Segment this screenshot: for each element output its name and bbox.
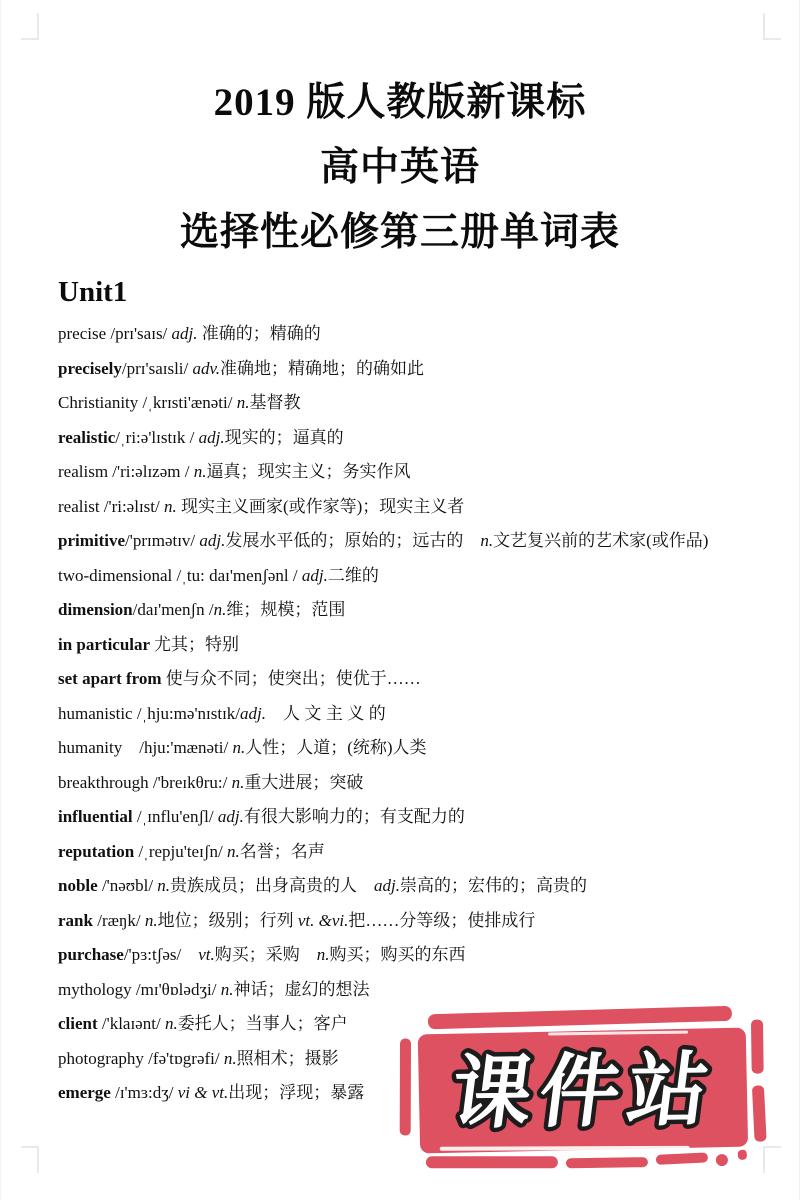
entry-segment: 崇高的；宏伟的；高贵的 xyxy=(400,876,588,895)
entry-segment: dimension xyxy=(58,600,133,619)
vocab-entry xyxy=(58,973,759,1008)
entry-segment: 出现；浮现；暴露 xyxy=(228,1083,365,1102)
entry-segment: n. xyxy=(232,738,246,757)
entry-segment: vi & vt. xyxy=(177,1083,229,1102)
entry-segment: adj. xyxy=(301,565,328,585)
entry-segment: realist /'ri:əlɪst/ xyxy=(58,496,164,516)
margin-corner-mark-bottom-left xyxy=(21,1146,39,1173)
entry-segment: adj. xyxy=(171,324,198,343)
entry-segment: n. xyxy=(316,945,330,964)
entry-segment: /prɪ'saɪsli/ xyxy=(121,358,193,378)
vocab-entry xyxy=(58,904,759,939)
entry-segment: purchase xyxy=(58,945,124,964)
entry-segment: 尤其；特别 xyxy=(154,634,240,654)
vocab-entry xyxy=(58,593,759,628)
margin-corner-mark-top-left xyxy=(21,13,39,40)
entry-segment: 贵族成员；出身高贵的人 xyxy=(170,876,375,895)
vocab-entry xyxy=(58,317,759,352)
entry-segment: n. xyxy=(157,876,171,895)
title-line-3: 选择性必修第三册单词表 xyxy=(179,211,620,254)
entry-segment: 神话；虚幻的想法 xyxy=(233,979,370,999)
entry-segment: realism /'ri:əlɪzəm / xyxy=(58,462,194,481)
entry-segment: set apart from xyxy=(58,669,166,688)
vocab-entry xyxy=(58,628,759,663)
entry-segment: n. xyxy=(223,1048,237,1068)
entry-segment: adj. xyxy=(199,531,226,550)
entry-segment: 重大进展；突破 xyxy=(244,772,364,792)
entry-segment: 购买；采购 xyxy=(214,945,317,964)
entry-segment: adj. xyxy=(198,427,225,447)
entry-segment: n. xyxy=(226,841,240,861)
vocab-entry xyxy=(58,869,759,904)
entry-segment: 地位；级别；行列 xyxy=(157,910,298,930)
entry-segment: n. xyxy=(220,979,234,999)
entry-segment: /daɪ'menʃn / xyxy=(132,600,214,619)
entry-segment: n. xyxy=(163,496,177,516)
entry-segment: 人性；人道；(统称)人类 xyxy=(245,738,427,757)
stamp-graphic xyxy=(398,1003,772,1188)
entry-segment: realistic xyxy=(58,427,116,447)
entry-segment: 准确的；精确的 xyxy=(197,324,321,343)
entry-segment: 逼真；现实主义；务实作风 xyxy=(206,462,411,481)
entry-segment: n. xyxy=(231,772,245,792)
vocab-entry xyxy=(58,835,759,870)
entry-segment: n. xyxy=(236,393,250,412)
entry-segment: 名誉；名声 xyxy=(239,841,325,861)
entry-segment: /ˌɪnflu'enʃl/ xyxy=(132,807,218,826)
entry-segment: 人文主义的 xyxy=(283,703,391,723)
entry-segment xyxy=(266,704,283,723)
vocab-entry xyxy=(58,421,759,456)
vocab-entry xyxy=(58,731,759,766)
entry-segment: primitive xyxy=(58,531,126,550)
entry-segment: 维；规模；范围 xyxy=(226,600,346,619)
vocab-entry xyxy=(58,352,759,387)
entry-segment: adj. xyxy=(374,876,401,895)
entry-segment: humanistic /ˌhju:mə'nɪstɪk/ xyxy=(58,703,241,723)
entry-segment: /ɪ'mɜ:dʒ/ xyxy=(110,1083,178,1102)
vocab-entry xyxy=(58,559,759,594)
vocab-entry xyxy=(58,697,759,732)
entry-segment: 有很大影响力的；有支配力的 xyxy=(243,807,465,826)
entry-segment: humanity /hju:'mænəti/ xyxy=(58,738,233,757)
entry-segment: precise /prɪ'saɪs/ xyxy=(58,324,172,343)
entry-segment: n. xyxy=(164,1014,178,1033)
entry-segment: Christianity /ˌkrɪsti'ænəti/ xyxy=(58,393,237,412)
entry-segment: /'klaɪənt/ xyxy=(97,1014,165,1033)
entry-segment: mythology /mɪ'θɒlədʒi/ xyxy=(58,979,221,999)
entry-segment: adj. xyxy=(240,703,267,723)
vocab-entry xyxy=(58,938,759,973)
entry-segment: reputation xyxy=(58,841,135,861)
vocab-entry xyxy=(58,662,759,697)
entry-segment: emerge xyxy=(58,1083,111,1102)
entry-segment: /ˌrepju'teɪʃn/ xyxy=(134,841,227,861)
entry-segment: 把……分等级；使排成行 xyxy=(348,910,536,930)
entry-segment: adv. xyxy=(192,358,221,378)
entry-segment: 照相术；摄影 xyxy=(236,1048,339,1068)
entry-segment: photography /fə'tɒgrəfi/ xyxy=(58,1048,224,1068)
entry-segment: 准确地；精确地；的确如此 xyxy=(220,358,425,378)
entry-segment: 基督教 xyxy=(249,393,301,412)
entry-segment: in particular xyxy=(58,634,155,654)
entry-segment: /ˌri:ə'lɪstɪk / xyxy=(115,427,199,447)
entry-segment: 现实主义画家(或作家等)；现实主义者 xyxy=(176,496,465,516)
entry-segment: n. xyxy=(193,462,207,481)
entry-segment: 文艺复兴前的艺术家(或作品) xyxy=(493,531,709,550)
entry-segment: noble xyxy=(58,876,98,895)
entry-segment: 二维的 xyxy=(327,565,379,585)
vocab-entry xyxy=(58,766,759,801)
kejianzhan-stamp-watermark xyxy=(398,1003,772,1188)
entry-segment: 购买；购买的东西 xyxy=(329,945,466,964)
entry-segment: adj. xyxy=(217,807,244,826)
entry-segment: vt. &vi. xyxy=(297,910,349,930)
entry-segment: rank xyxy=(58,910,93,930)
entry-segment: /'prɪmətɪv/ xyxy=(125,531,200,550)
entry-segment: /ræŋk/ xyxy=(92,910,145,930)
vocab-entry xyxy=(58,455,759,490)
entry-segment: breakthrough /'breɪkθru:/ xyxy=(58,772,232,792)
unit-heading: Unit1 xyxy=(58,276,128,308)
entry-segment: /'nəʊbl/ xyxy=(97,876,158,895)
vocab-entry xyxy=(58,386,759,421)
document-title xyxy=(1,70,799,265)
entry-segment: 发展水平低的；原始的；远古的 xyxy=(225,531,481,550)
title-line-1: 2019 版人教版新课标 xyxy=(213,81,587,124)
vocab-entry xyxy=(58,490,759,525)
vocab-list xyxy=(58,317,759,1111)
stamp-text: 课件站 xyxy=(446,1045,722,1139)
entry-segment: 现实的；逼真的 xyxy=(224,427,344,447)
entry-segment: client xyxy=(58,1014,98,1033)
vocab-entry xyxy=(58,800,759,835)
entry-segment: influential xyxy=(58,807,133,826)
entry-segment: n. xyxy=(480,531,494,550)
entry-segment: /'pɜ:tʃəs/ xyxy=(123,945,199,964)
entry-segment: n. xyxy=(144,910,158,930)
entry-segment: precisely xyxy=(58,358,122,378)
entry-segment: 使与众不同；使突出；使优于…… xyxy=(165,669,421,688)
entry-segment: vt. xyxy=(198,945,215,964)
title-line-2: 高中英语 xyxy=(319,146,480,189)
entry-segment: two-dimensional /ˌtu: daɪ'menʃənl / xyxy=(58,565,302,585)
vocab-entry xyxy=(58,524,759,559)
margin-corner-mark-top-right xyxy=(763,13,781,40)
entry-segment: 委托人；当事人；客户 xyxy=(177,1014,348,1033)
entry-segment: n. xyxy=(213,600,227,619)
